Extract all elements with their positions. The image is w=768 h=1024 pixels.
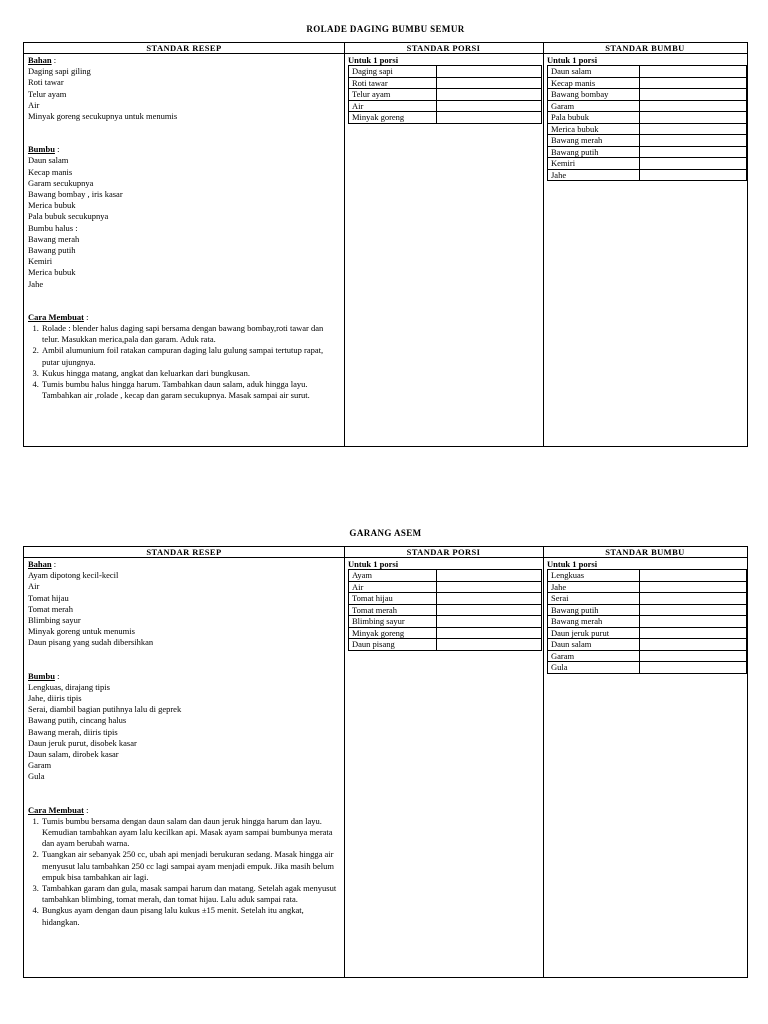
table-row <box>349 112 542 124</box>
column-header: STANDAR BUMBU <box>543 547 747 558</box>
bahan-item: Tomat hijau <box>28 592 69 603</box>
ingredient-name: Minyak goreng <box>349 112 437 124</box>
bahan-heading: Bahan : <box>28 559 57 569</box>
bahan-item: Tomat merah <box>28 603 73 614</box>
column-header: STANDAR BUMBU <box>543 43 747 54</box>
bumbu-item: Merica bubuk <box>28 267 76 278</box>
ingredient-name: Air <box>349 100 437 112</box>
bumbu-item: Merica bubuk <box>28 200 76 211</box>
table-row <box>349 639 542 651</box>
spice-name: Daun salam <box>548 66 640 78</box>
spice-name: Pala bubuk <box>548 112 640 124</box>
steps-list <box>28 816 340 928</box>
spice-amount <box>640 662 747 674</box>
ingredient-amount <box>437 639 542 651</box>
spice-name: Bawang putih <box>548 604 640 616</box>
spice-name: Merica bubuk <box>548 123 640 135</box>
spice-name: Daun jeruk purut <box>548 627 640 639</box>
table-row <box>548 627 747 639</box>
bahan-item: Minyak goreng secukupnya untuk menumis <box>28 111 178 122</box>
table-row <box>548 123 747 135</box>
bumbu-item: Garam secukupnya <box>28 177 94 188</box>
spice-amount <box>640 627 747 639</box>
bahan-item: Air <box>28 99 40 110</box>
porsi-table <box>348 65 542 124</box>
ingredient-name: Ayam <box>349 570 437 582</box>
table-row <box>548 77 747 89</box>
table-row <box>548 100 747 112</box>
cara-membuat-heading: Cara Membuat : <box>28 311 89 322</box>
bumbu-item: Bawang putih, cincang halus <box>28 715 127 726</box>
spice-name: Lengkuas <box>548 570 640 582</box>
step-item: 3. Tambahkan garam dan gula, masak sampai harum dan matang. Setelah agak menyusut tambahkan blimbing, tomat merah, dan tomat hijau. Lalu aduk sampai rata. <box>41 883 340 905</box>
bahan-item: Daging sapi giling <box>28 66 91 77</box>
spice-amount <box>640 112 747 124</box>
porsi-table <box>348 569 542 651</box>
step-item: 1. Tumis bumbu bersama dengan daun salam dan daun jeruk hingga harum dan layu. Kemudian tambahkan ayam lalu kecilkan api. Masak ayam sampai bumbunya merata dan ayam berubah warna. <box>41 816 340 850</box>
spice-amount <box>640 158 747 170</box>
table-row <box>548 158 747 170</box>
standar-porsi-column <box>344 43 544 446</box>
spice-amount <box>640 135 747 147</box>
table-row <box>349 627 542 639</box>
porsi-subtitle: Untuk 1 porsi <box>348 559 399 569</box>
table-row <box>548 89 747 101</box>
porsi-subtitle: Untuk 1 porsi <box>348 55 399 65</box>
ingredient-name: Tomat hijau <box>349 593 437 605</box>
bahan-item: Air <box>28 581 40 592</box>
bumbu-item: Garam <box>28 760 52 771</box>
spice-name: Daun salam <box>548 639 640 651</box>
ingredient-amount <box>437 604 542 616</box>
bahan-item: Roti tawar <box>28 77 64 88</box>
spice-amount <box>640 570 747 582</box>
step-item: 2. Tuangkan air sebanyak 250 cc, ubah api menjadi berukuran sedang. Masak hingga air menyusut lalu tambahkan 250 cc lagi sampai ayam menjadi empuk. Jika masih belum empuk bisa tambahkan air lagi. <box>41 849 340 883</box>
table-row <box>349 604 542 616</box>
ingredient-amount <box>437 581 542 593</box>
step-item: 4. Tumis bumbu halus hingga harum. Tambahkan daun salam, aduk hingga layu. Tambahkan air ,rolade , kecap dan garam secukupnya. Masak sampai air surut. <box>41 379 340 401</box>
standar-resep-column <box>24 547 345 977</box>
bumbu-item: Jahe <box>28 278 44 289</box>
ingredient-name: Minyak goreng <box>349 627 437 639</box>
bumbu-subtitle: Untuk 1 porsi <box>547 559 598 569</box>
recipe-title: GARANG ASEM <box>349 528 422 538</box>
spacer <box>28 122 340 144</box>
cara-membuat-label: Cara Membuat <box>28 804 84 815</box>
bumbu-item: Bumbu halus : <box>28 222 78 233</box>
bumbu-item: Pala bubuk secukupnya <box>28 211 109 222</box>
bumbu-item: Kemiri <box>28 256 53 267</box>
spice-amount <box>640 604 747 616</box>
bumbu-item: Lengkuas, dirajang tipis <box>28 681 110 692</box>
spice-amount <box>640 100 747 112</box>
ingredient-name: Roti tawar <box>349 77 437 89</box>
bumbu-table <box>547 65 747 181</box>
bumbu-item: Daun salam, dirobek kasar <box>28 749 119 760</box>
ingredient-name: Blimbing sayur <box>349 616 437 628</box>
ingredient-amount <box>437 593 542 605</box>
table-row <box>548 650 747 662</box>
ingredient-amount <box>437 66 542 78</box>
step-item: 2. Ambil alumunium foil ratakan campuran daging lalu gulung sampai tertutup rapat, putar ujungnya. <box>41 345 340 367</box>
bumbu-item: Bawang bombay , iris kasar <box>28 189 123 200</box>
spice-amount <box>640 650 747 662</box>
table-row <box>548 593 747 605</box>
table-row <box>349 100 542 112</box>
step-item: 3. Kukus hingga matang, angkat dan keluarkan dari bungkusan. <box>41 368 340 379</box>
table-row <box>548 66 747 78</box>
spice-name: Garam <box>548 100 640 112</box>
table-row <box>548 604 747 616</box>
spice-amount <box>640 581 747 593</box>
ingredient-amount <box>437 100 542 112</box>
bumbu-item: Daun salam <box>28 155 69 166</box>
bumbu-item: Serai, diambil bagian putihnya lalu di geprek <box>28 704 182 715</box>
spice-name: Gula <box>548 662 640 674</box>
table-row <box>548 639 747 651</box>
cara-membuat-label: Cara Membuat <box>28 311 84 322</box>
recipe-table <box>23 42 748 447</box>
spice-name: Kemiri <box>548 158 640 170</box>
spice-amount <box>640 146 747 158</box>
table-row <box>349 77 542 89</box>
standar-resep-column <box>24 43 345 446</box>
table-row <box>548 616 747 628</box>
table-row <box>349 89 542 101</box>
recipe-title: ROLADE DAGING BUMBU SEMUR <box>306 24 465 34</box>
recipe-section <box>23 22 748 401</box>
spice-name: Bawang putih <box>548 146 640 158</box>
step-item: 1. Rolade : blender halus daging sapi bersama dengan bawang bombay,roti tawar dan telur. Masukkan merica,pala dan garam. Aduk rata. <box>41 323 340 345</box>
table-row <box>349 593 542 605</box>
steps-list <box>28 323 340 401</box>
spice-name: Garam <box>548 650 640 662</box>
bumbu-item: Kecap manis <box>28 166 73 177</box>
recipe-section <box>23 526 748 927</box>
bumbu-heading: Bumbu : <box>28 144 60 155</box>
spice-amount <box>640 123 747 135</box>
bahan-item: Daun pisang yang sudah dibersihkan <box>28 637 154 648</box>
recipe-text <box>24 54 344 402</box>
table-row <box>548 146 747 158</box>
bahan-label: Bahan <box>28 55 52 65</box>
spice-amount <box>640 89 747 101</box>
table-row <box>548 662 747 674</box>
table-row <box>349 570 542 582</box>
ingredient-name: Air <box>349 581 437 593</box>
table-row <box>548 169 747 181</box>
bumbu-item: Jahe, diiris tipis <box>28 693 82 704</box>
bumbu-label: Bumbu <box>28 670 55 681</box>
spice-name: Jahe <box>548 169 640 181</box>
column-header: STANDAR PORSI <box>344 547 543 558</box>
bahan-item: Ayam dipotong kecil-kecil <box>28 570 119 581</box>
cara-membuat-heading: Cara Membuat : <box>28 804 89 815</box>
bumbu-item: Daun jeruk purut, disobek kasar <box>28 737 137 748</box>
bumbu-label: Bumbu <box>28 144 55 155</box>
table-row <box>548 112 747 124</box>
bahan-item: Blimbing sayur <box>28 615 81 626</box>
ingredient-name: Daging sapi <box>349 66 437 78</box>
bahan-label: Bahan <box>28 559 52 569</box>
bumbu-heading: Bumbu : <box>28 670 60 681</box>
table-row <box>548 570 747 582</box>
bumbu-table <box>547 569 747 674</box>
spice-amount <box>640 639 747 651</box>
spacer <box>28 783 340 805</box>
table-row <box>349 581 542 593</box>
column-header: STANDAR RESEP <box>24 547 344 558</box>
spice-name: Bawang merah <box>548 616 640 628</box>
spice-name: Kecap manis <box>548 77 640 89</box>
bumbu-item: Bawang merah <box>28 233 80 244</box>
table-row <box>349 616 542 628</box>
bumbu-item: Gula <box>28 771 45 782</box>
spice-amount <box>640 616 747 628</box>
ingredient-amount <box>437 77 542 89</box>
table-row <box>548 135 747 147</box>
ingredient-name: Tomat merah <box>349 604 437 616</box>
spice-amount <box>640 593 747 605</box>
spice-amount <box>640 169 747 181</box>
recipe-text <box>24 558 344 929</box>
ingredient-amount <box>437 112 542 124</box>
standar-bumbu-column <box>543 43 747 446</box>
bahan-item: Minyak goreng untuk menumis <box>28 626 135 637</box>
step-item: 4. Bungkus ayam dengan daun pisang lalu kukus ±15 menit. Setelah itu angkat, hidangkan. <box>41 905 340 927</box>
ingredient-name: Daun pisang <box>349 639 437 651</box>
ingredient-amount <box>437 570 542 582</box>
spice-amount <box>640 77 747 89</box>
ingredient-amount <box>437 627 542 639</box>
table-row <box>548 581 747 593</box>
bumbu-item: Bawang putih <box>28 245 76 256</box>
recipe-table <box>23 546 748 978</box>
spacer <box>28 649 340 671</box>
bumbu-item: Bawang merah, diiris tipis <box>28 726 118 737</box>
ingredient-amount <box>437 89 542 101</box>
spice-name: Bawang bombay <box>548 89 640 101</box>
table-row <box>349 66 542 78</box>
bahan-heading: Bahan : <box>28 55 57 65</box>
spice-amount <box>640 66 747 78</box>
bumbu-subtitle: Untuk 1 porsi <box>547 55 598 65</box>
spice-name: Serai <box>548 593 640 605</box>
standar-porsi-column <box>344 547 544 977</box>
spacer <box>28 290 340 312</box>
column-header: STANDAR RESEP <box>24 43 344 54</box>
ingredient-name: Telur ayam <box>349 89 437 101</box>
bahan-item: Telur ayam <box>28 88 67 99</box>
spice-name: Jahe <box>548 581 640 593</box>
column-header: STANDAR PORSI <box>344 43 543 54</box>
standar-bumbu-column <box>543 547 747 977</box>
spice-name: Bawang merah <box>548 135 640 147</box>
ingredient-amount <box>437 616 542 628</box>
